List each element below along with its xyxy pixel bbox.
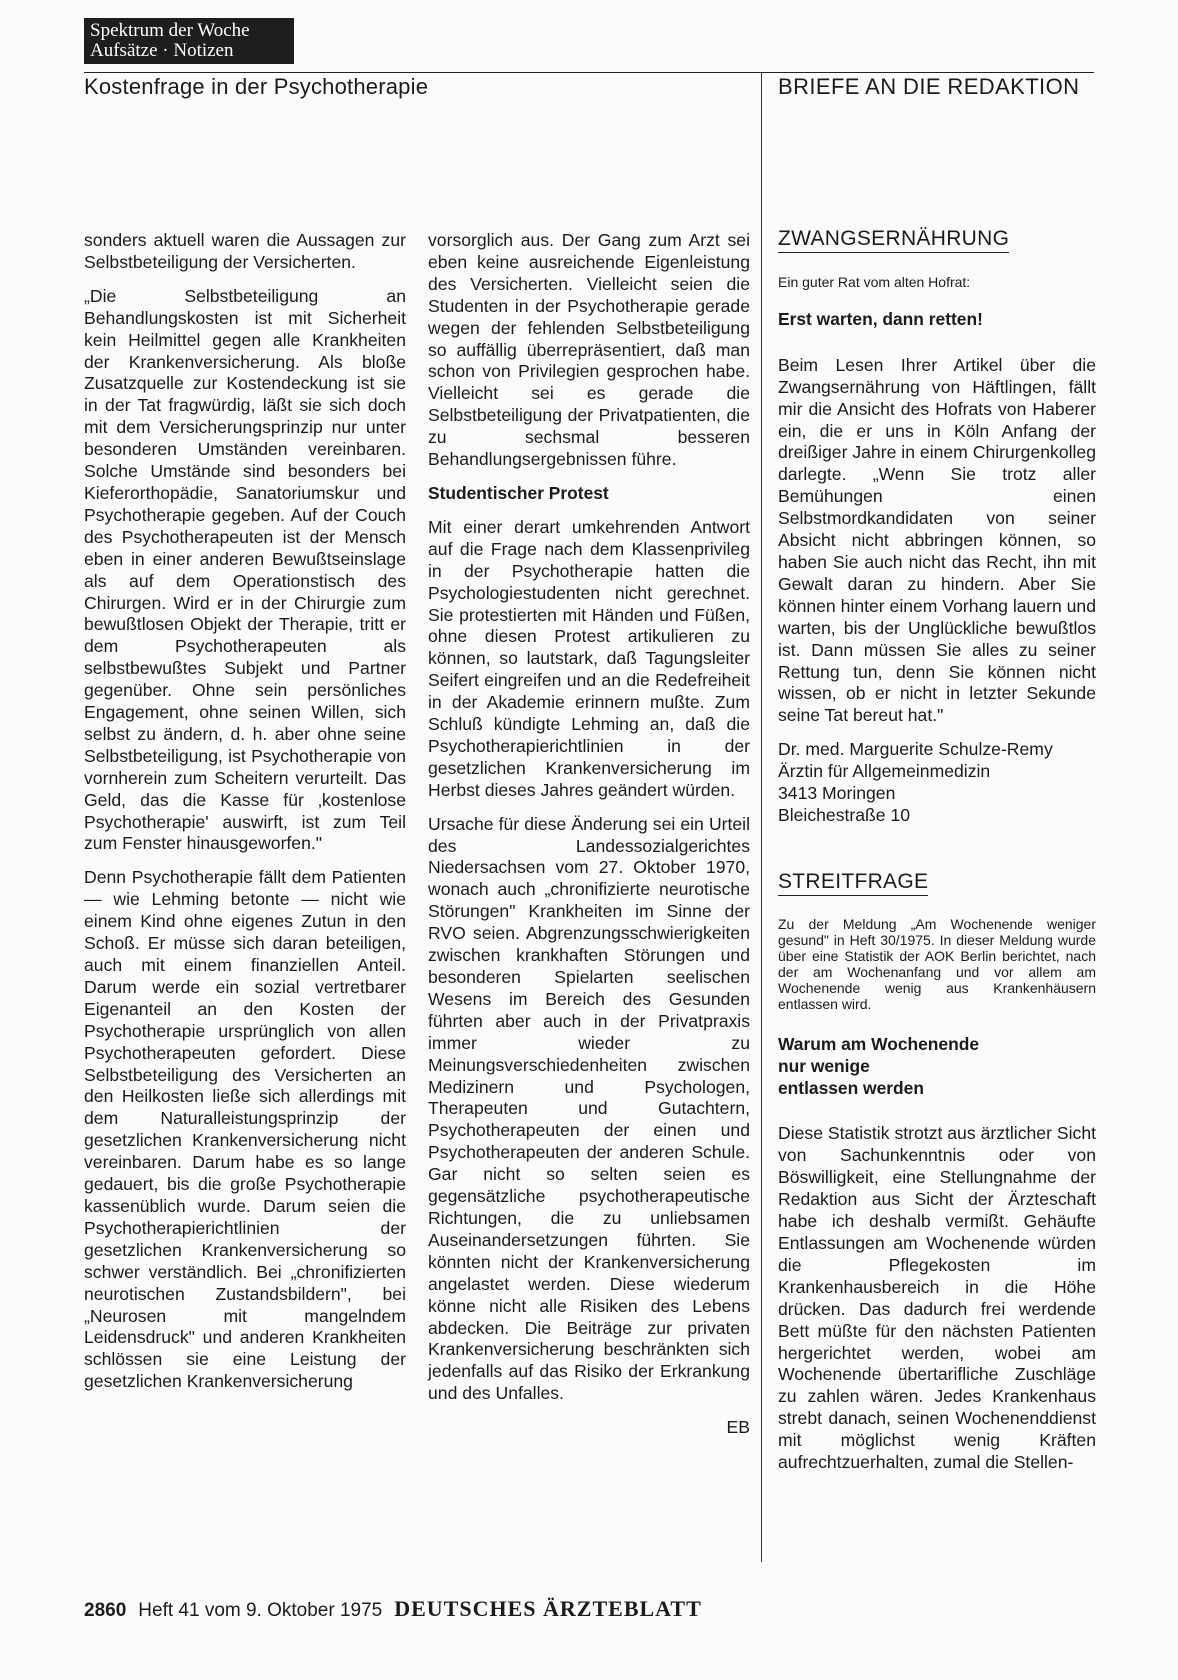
letter1-intro: Ein guter Rat vom alten Hofrat: (778, 273, 971, 290)
header-rule (84, 72, 1094, 73)
signature-line: 3413 Moringen (778, 783, 896, 804)
letter2-body: Diese Statistik strotzt aus ärztlicher Sicht von Sachunkenntnis oder von Böswilligkeit, eine Stellungnahme der Redaktion aus Sicht der Ärzteschaft habe ich deshalb vermißt. Gehäufte Entlassungen am Wochenende würden die Pflegekosten im Krankenhausbereich in die Höhe drücken. Das dadurch frei werdende Bett müßte für den nächsten Patienten hergerichtet werden, wobei am Wochenende übertarifliche Zuschläge zu zahlen wären. Jedes Krankenhaus strebt danach, seinen Wochenenddienst mit möglichst wenig Kräften aufrechtzuerhalten, zumal die Stellen- (778, 1123, 1096, 1473)
article-paragraph: „Die Selbstbeteiligung an Behandlungskosten ist mit Sicherheit kein Heilmittel gegen alle Krankheiten der Krankenversicherung. Als bloße Zusatzquelle zur Kostendeckung ist sie in der Tat fragwürdig, läßt sie sich doch mit dem Versicherungsprinzip nur unter besonderen Umständen vereinbaren. Solche Umstände sind besonders bei Kieferorthopädie, Sanatoriumskur und Psychotherapie gegeben. Auf der Couch des Psychotherapeuten ist der Mensch eben in einer anderen Bewußtseinslage als auf dem Operationstisch des Chirurgen. Wird er in der Chirurgie zum bewußtlosen Objekt der Therapie, tritt er dem Psychotherapeuten als selbstbewußtes Subjekt und Partner gegenüber. Ohne sein persönliches Engagement, ohne seinen Willen, sich selbst zu ändern, d. h. aber ohne seine Selbstbeteiligung, ist Psychotherapie von vornherein zum Scheitern verurteilt. Das Geld, das die Kasse für ‚kostenlose Psychotherapie' auswirft, ist zum Teil zum Fenster hinausgeworfen." (84, 285, 406, 854)
issue-info: Heft 41 vom 9. Oktober 1975 (138, 1600, 383, 1621)
section-badge-line1: Spektrum der Woche (90, 20, 250, 41)
letter2-intro: Zu der Meldung „Am Wochenende weniger gesund" in Heft 30/1975. In dieser Meldung wurde über eine Statistik der AOK Berlin berichtet, nach der am Wochenanfang und vor allem am Wochenende wenig aus Krankenhäusern entlassen wird. (778, 915, 1096, 1012)
signature-line: Ärztin für Allgemeinmedizin (778, 761, 991, 782)
letter1-signature (778, 739, 1096, 827)
section-badge (84, 18, 294, 64)
article-paragraph: vorsorglich aus. Der Gang zum Arzt sei eben keine ausreichende Eigenleistung des Versicherten. Vielleicht seien die Studenten in der Psychotherapie gerade wegen der fehlenden Selbstbeteiligung so auffällig überrepräsentiert, daß man schon von Privilegien gesprochen habe. Vielleicht sei es gerade die Selbstbeteiligung der Privatpatienten, die zu sechsmal besseren Behandlungsergebnissen führe. (428, 230, 750, 470)
article-paragraph: Mit einer derart umkehrenden Antwort auf die Frage nach dem Klassenprivileg in der Psychotherapie hatten die Psychologiestudenten nicht gerechnet. Sie protestierten mit Händen und Füßen, ohne diesen Protest artikulieren zu können, so lautstark, daß Tagungsleiter Seifert eingreifen und an die Redefreiheit in der Akademie erinnern mußte. Zum Schluß kündigte Lehming an, daß die Psychotherapierichtlinien in der gesetzlichen Krankenversicherung im Herbst dieses Jahres geändert würden. (428, 516, 750, 800)
article-paragraph: Ursache für diese Änderung sei ein Urteil des Landessozialgerichtes Niedersachsen vom 27. Oktober 1970, wonach auch „chronifizierte neurotische Störungen" Krankheiten im Sinne der RVO seien. Abgrenzungsschwierigkeiten zwischen krankhaften Störungen und besonderen Spielarten seelischen Wesens im Bereich des Gesunden führten aber auch in der Privatpraxis immer wieder zu Meinungsverschiedenheiten zwischen Medizinern und Psychologen, Therapeuten und Gutachtern, Psychotherapeuten der einen und Psychotherapeuten der anderen Schule. Gar nicht so selten seien es gegensätzliche psychotherapeutische Richtungen, die zu unliebsamen Auseinandersetzungen führten. Sie könnten nicht der Krankenversicherung angelastet werden. Diese wiederum könne nicht alle Risiken des Lebens abdecken. Die Beiträge zur privaten Krankenversicherung beschränkten sich jedenfalls auf das Risiko der Erkrankung und des Unfalles. (428, 813, 750, 1404)
author-initials: EB (726, 1417, 750, 1438)
article-column-1 (84, 230, 406, 1405)
article-subheading: Studentischer Protest (428, 482, 609, 503)
signature-line: Bleichestraße 10 (778, 804, 911, 825)
masthead: DEUTSCHES ÄRZTEBLATT (394, 1596, 702, 1621)
letters-section-title: BRIEFE AN DIE REDAKTION (778, 74, 1080, 99)
letter1-body: Beim Lesen Ihrer Artikel über die Zwangsernährung von Häftlingen, fällt mir die Ansicht des Hofrats von Haberer ein, die er uns in Köln Anfang der dreißiger Jahre in einem Chirurgenkolleg darlegte. „Wenn Sie trotz aller Bemühungen einen Selbstmordkandidaten von seiner Absicht nicht abbringen können, so haben Sie auch nicht das Recht, ihn mit Gewalt daran zu hindern. Aber Sie können hinter einem Vorhang lauern und warten, bis der Unglückliche bewußtlos ist. Dann müssen Sie alles zu seiner Rettung tun, denn Sie können nicht wissen, ob er nicht in letzter Sekunde seine Tat bereut hat." (778, 354, 1096, 726)
page-footer (84, 1596, 702, 1622)
column-divider (761, 72, 762, 1562)
letter1-headline: Erst warten, dann retten! (778, 308, 983, 329)
signature-line: Dr. med. Marguerite Schulze-Remy (778, 739, 1053, 760)
letter2-topic: STREITFRAGE (778, 871, 928, 896)
article-paragraph: Denn Psychotherapie fällt dem Patienten — wie Lehming betonte — nicht wie einem Kind ohne eigenes Zutun in den Schoß. Er müsse sich daran beteiligen, auch mit einem finanziellen Anteil. Darum werde ein sozial vertretbarer Eigenanteil an den Kosten der Psychotherapie ursprünglich von allen Psychotherapeuten gefordert. Diese Selbstbeteiligung des Versicherten an den Heilkosten ließe sich allerdings mit dem Naturalleistungsprinzip der gesetzlichen Krankenversicherung nicht vereinbaren. Darum habe es so lange gedauert, bis die große Psychotherapie kassenüblich wurde. Darum seien die Psychotherapierichtlinien der gesetzlichen Krankenversicherung so schwer verständlich. Bei „chronifizierten neurotischen Zustandsbildern", bei „Neurosen mit mangelndem Leidensdruck" und anderen Krankheiten schlössen sie eine Leistung der gesetzlichen Krankenversicherung (84, 867, 406, 1392)
headline-line: Warum am Wochenende (778, 1033, 979, 1054)
article-paragraph: sonders aktuell waren die Aussagen zur Selbstbeteiligung der Versicherten. (84, 230, 406, 272)
article-running-title: Kostenfrage in der Psychotherapie (84, 74, 429, 99)
headline-line: entlassen werden (778, 1077, 924, 1098)
letter2-headline (778, 1034, 1096, 1100)
letter1-topic: ZWANGSERNÄHRUNG (778, 228, 1009, 253)
headline-line: nur wenige (778, 1055, 870, 1076)
article-column-2 (428, 230, 750, 1451)
page-number: 2860 (84, 1600, 127, 1621)
letters-column (778, 228, 1096, 1486)
section-badge-line2: Aufsätze · Notizen (90, 40, 234, 61)
